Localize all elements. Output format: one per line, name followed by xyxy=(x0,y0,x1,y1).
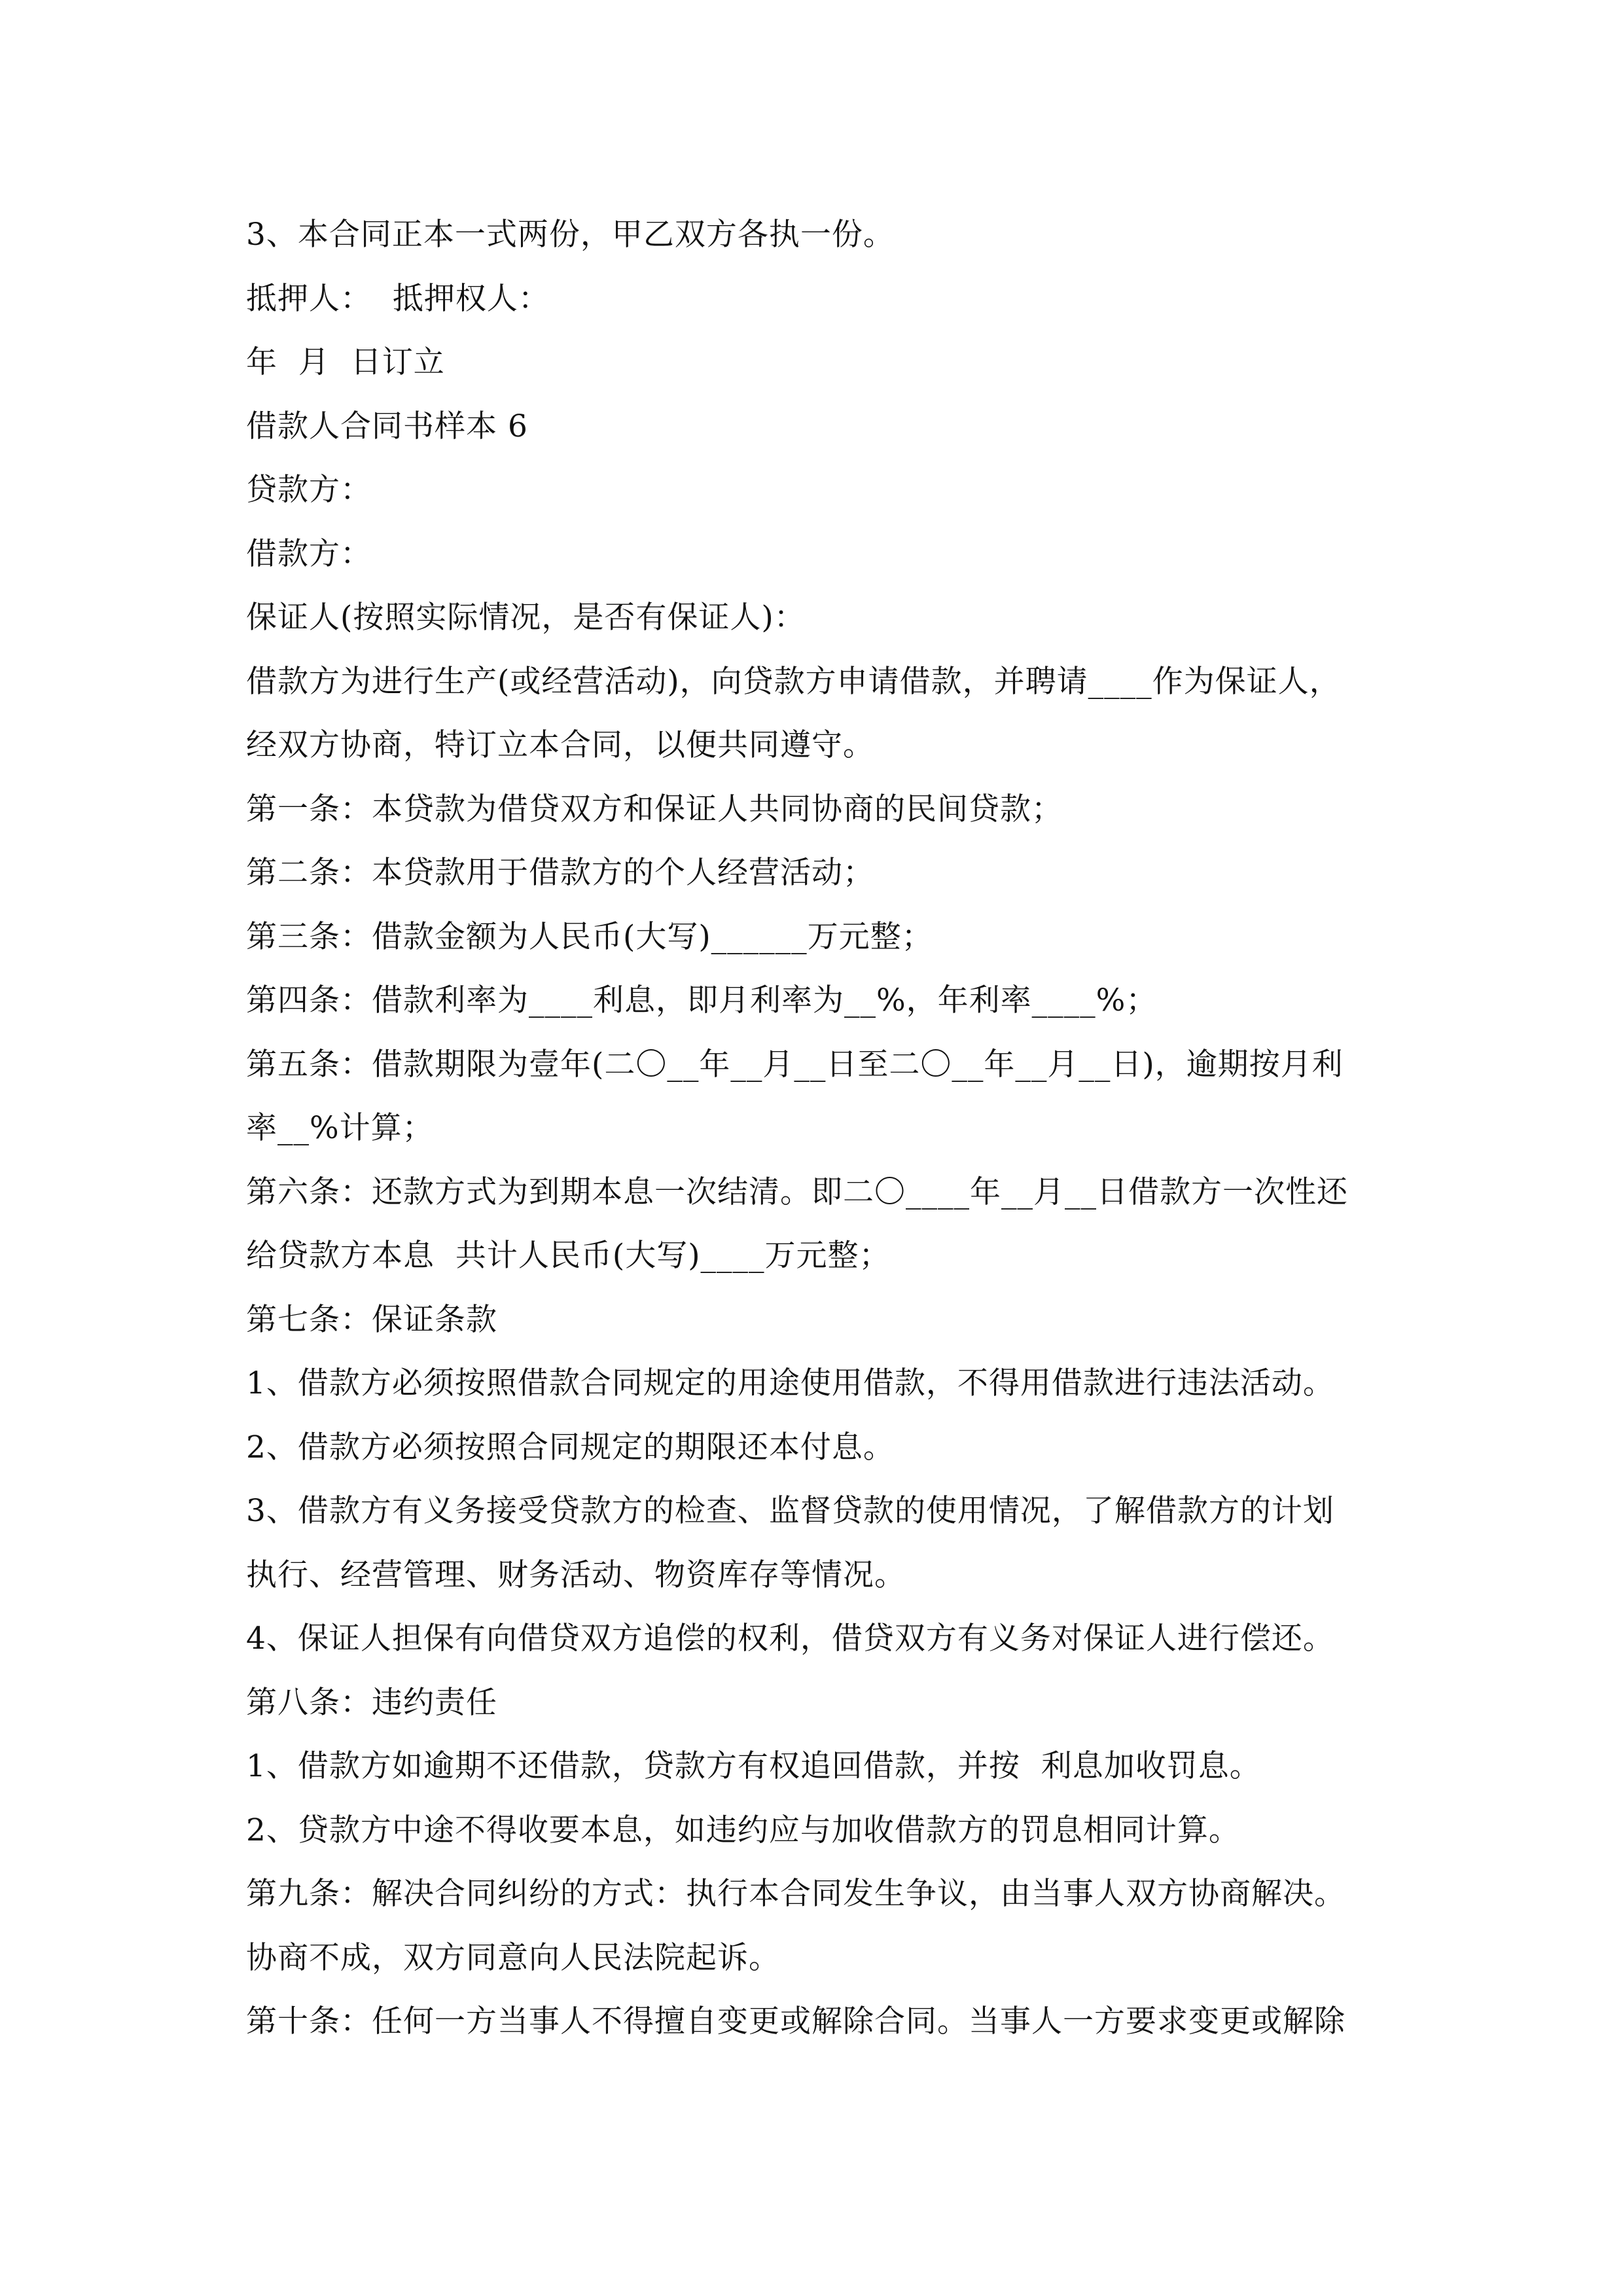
text-line: 借款方为进行生产(或经营活动)，向贷款方申请借款，并聘请____作为保证人， xyxy=(246,663,1341,700)
text-line: 贷款方： xyxy=(246,472,372,508)
text-line: 率__%计算； xyxy=(246,1110,434,1146)
article-line: 第二条：本贷款用于借款方的个人经营活动； xyxy=(246,855,874,891)
clause-line: 2、借款方必须按照合同规定的期限还本付息。 xyxy=(246,1429,895,1465)
text-line: 保证人(按照实际情况，是否有保证人)： xyxy=(246,600,806,636)
clause-line: 1、借款方必须按照借款合同规定的用途使用借款，不得用借款进行违法活动。 xyxy=(246,1365,1334,1401)
document-body xyxy=(246,203,1398,2054)
text-line: 执行、经营管理、财务活动、物资库存等情况。 xyxy=(246,1556,906,1593)
article-line: 第五条：借款期限为壹年(二〇__年__月__日至二〇__年__月__日)，逾期按月利 xyxy=(246,1046,1344,1083)
article-line: 第四条：借款利率为____利息，即月利率为__%，年利率____%； xyxy=(246,982,1158,1018)
article-line: 第八条：违约责任 xyxy=(246,1684,497,1721)
clause-line: 1、借款方如逾期不还借款，贷款方有权追回借款，并按 利息加收罚息。 xyxy=(246,1748,1261,1784)
article-line: 第六条：还款方式为到期本息一次结清。即二〇____年__月__日借款方一次性还 xyxy=(246,1174,1348,1210)
article-line: 第三条：借款金额为人民币(大写)______万元整； xyxy=(246,918,933,955)
clause-line: 4、保证人担保有向借贷双方追偿的权利，借贷双方有义务对保证人进行偿还。 xyxy=(246,1621,1334,1657)
text-line: 3、本合同正本一式两份，甲乙双方各执一份。 xyxy=(246,217,895,253)
article-line: 第一条：本贷款为借贷双方和保证人共同协商的民间贷款； xyxy=(246,791,1063,827)
text-line: 给贷款方本息 共计人民币(大写)____万元整； xyxy=(246,1238,891,1274)
article-line: 第十条：任何一方当事人不得擅自变更或解除合同。当事人一方要求变更或解除 xyxy=(246,2003,1346,2039)
text-line: 年 月 日订立 xyxy=(246,344,445,380)
clause-line: 3、借款方有义务接受贷款方的检查、监督贷款的使用情况，了解借款方的计划 xyxy=(246,1493,1334,1529)
text-line: 借款方： xyxy=(246,535,372,572)
article-line: 第九条：解决合同纠纷的方式：执行本合同发生争议，由当事人双方协商解决。 xyxy=(246,1876,1346,1912)
text-line: 抵押人： 抵押权人： xyxy=(246,280,550,317)
clause-line: 2、贷款方中途不得收要本息，如违约应与加收借款方的罚息相同计算。 xyxy=(246,1812,1240,1848)
text-line: 协商不成，双方同意向人民法院起诉。 xyxy=(246,1939,780,1976)
article-line: 第七条：保证条款 xyxy=(246,1301,497,1338)
section-heading: 借款人合同书样本 6 xyxy=(246,408,528,444)
text-line: 经双方协商，特订立本合同，以便共同遵守。 xyxy=(246,727,874,763)
